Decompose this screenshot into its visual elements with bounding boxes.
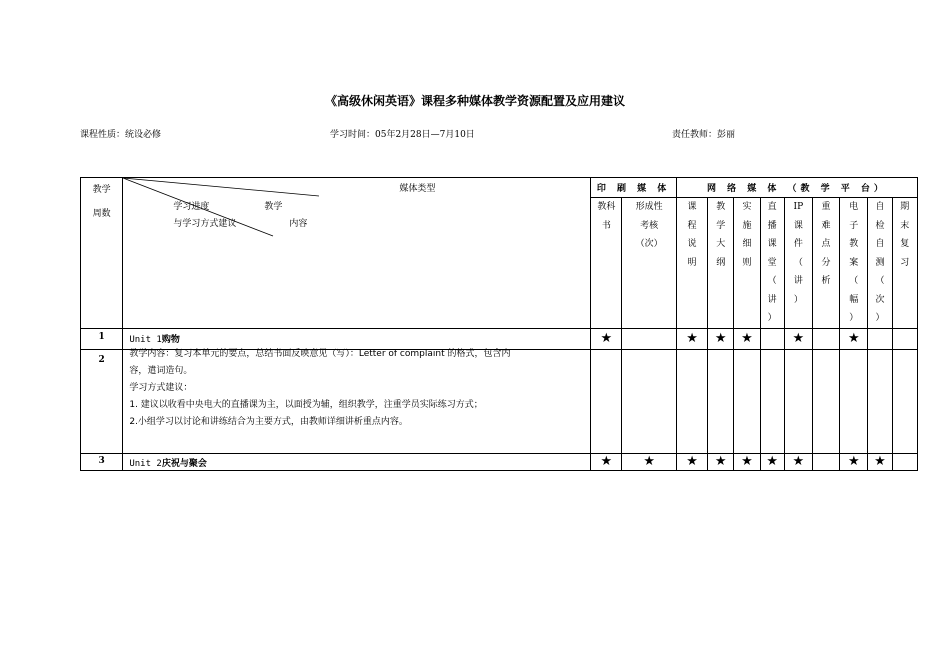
- study-time: 学习时间：05年2月28日—7月10日: [330, 130, 475, 140]
- label-suggest: 与学习方式建议: [173, 219, 237, 229]
- col-syllabus: 教 学 大 纲: [708, 198, 734, 329]
- mark-cell: [892, 453, 917, 470]
- responsible-teacher: 责任教师：彭丽: [672, 130, 736, 140]
- col-ip-courseware: IP 课 件 （ 讲 ）: [784, 198, 812, 329]
- unit-number: Unit 1: [129, 334, 162, 345]
- table-row: [81, 349, 918, 453]
- mark-cell: [622, 328, 676, 349]
- empty-cell: [734, 349, 760, 453]
- content-line: 学习方式建议：: [129, 382, 193, 393]
- empty-cell: [812, 349, 839, 453]
- col-implementation-rules: 实 施 细 则: [734, 198, 760, 329]
- week-number: 1: [81, 328, 123, 349]
- empty-cell: [868, 349, 892, 453]
- content-line: 容，遣词造句。: [129, 365, 193, 376]
- col-course-description: 课 程 说 明: [676, 198, 707, 329]
- content-line: 2.小组学习以讨论和讲练结合为主要方式，由教师详细讲析重点内容。: [129, 416, 408, 427]
- table-row: [81, 453, 918, 470]
- content-line: 1. 建议以收看中央电大的直播课为主，以面授为辅，组织教学，注重学员实际练习方式；: [129, 399, 483, 410]
- col-key-difficulty-analysis: 重 难 点 分 析: [812, 198, 839, 329]
- empty-cell: [784, 349, 812, 453]
- print-media-group: 印 刷 媒 体: [591, 178, 677, 198]
- col-final-review: 期 末 复 习: [892, 198, 917, 329]
- content-line: 教学内容：复习本单元的要点，总结书面反映意见（写）：Letter of complaint 的格式，包含内: [129, 348, 511, 359]
- mark-cell: [868, 328, 892, 349]
- mark-cell: [812, 453, 839, 470]
- star-mark: ★: [591, 328, 622, 349]
- star-mark: ★: [676, 328, 707, 349]
- col-electronic-lesson-plan: 电 子 教 案 （ 幅 ）: [840, 198, 868, 329]
- star-mark: ★: [591, 453, 622, 470]
- unit-content: [123, 349, 591, 453]
- empty-cell: [760, 349, 784, 453]
- week-header: [81, 178, 123, 329]
- mark-cell: [760, 328, 784, 349]
- document-title: 《高级休闲英语》课程多种媒体教学资源配置及应用建议: [324, 94, 625, 108]
- star-mark: ★: [784, 453, 812, 470]
- star-mark: ★: [784, 328, 812, 349]
- star-mark: ★: [622, 453, 676, 470]
- label-media-type: 媒体类型: [399, 184, 436, 194]
- media-resource-table: [80, 177, 918, 471]
- unit-name: 庆祝与聚会: [161, 458, 207, 469]
- mark-cell: [892, 328, 917, 349]
- empty-cell: [708, 349, 734, 453]
- unit-name: 购物: [161, 334, 180, 345]
- unit-title: [123, 453, 591, 470]
- star-mark: ★: [708, 453, 734, 470]
- star-mark: ★: [734, 328, 760, 349]
- empty-cell: [892, 349, 917, 453]
- empty-cell: [622, 349, 676, 453]
- unit-number: Unit 2: [129, 458, 162, 469]
- empty-cell: [840, 349, 868, 453]
- star-mark: ★: [734, 453, 760, 470]
- week-number: 3: [81, 453, 123, 470]
- label-content: 内容: [289, 219, 308, 229]
- course-nature: 课程性质：统设必修: [80, 130, 162, 140]
- empty-cell: [591, 349, 622, 453]
- week-number: 2: [81, 349, 123, 453]
- col-formative-assessment: 形成性 考核 （次）: [622, 198, 676, 329]
- star-mark: ★: [676, 453, 707, 470]
- col-textbook: 教科 书: [591, 198, 622, 329]
- star-mark: ★: [840, 453, 868, 470]
- star-mark: ★: [708, 328, 734, 349]
- col-live-class: 直 播 课 堂 （ 讲 ）: [760, 198, 784, 329]
- col-self-test: 自 检 自 测 （ 次 ）: [868, 198, 892, 329]
- week-header-bottom: 周数: [92, 209, 111, 219]
- star-mark: ★: [760, 453, 784, 470]
- empty-cell: [676, 349, 707, 453]
- star-mark: ★: [868, 453, 892, 470]
- week-header-top: 教学: [92, 185, 111, 195]
- star-mark: ★: [840, 328, 868, 349]
- label-progress: 学习进度: [173, 202, 210, 212]
- diagonal-header-cell: [123, 178, 591, 329]
- label-teaching: 教学: [264, 202, 283, 212]
- network-media-group: 网 络 媒 体 （教 学 平 台）: [676, 178, 917, 198]
- mark-cell: [812, 328, 839, 349]
